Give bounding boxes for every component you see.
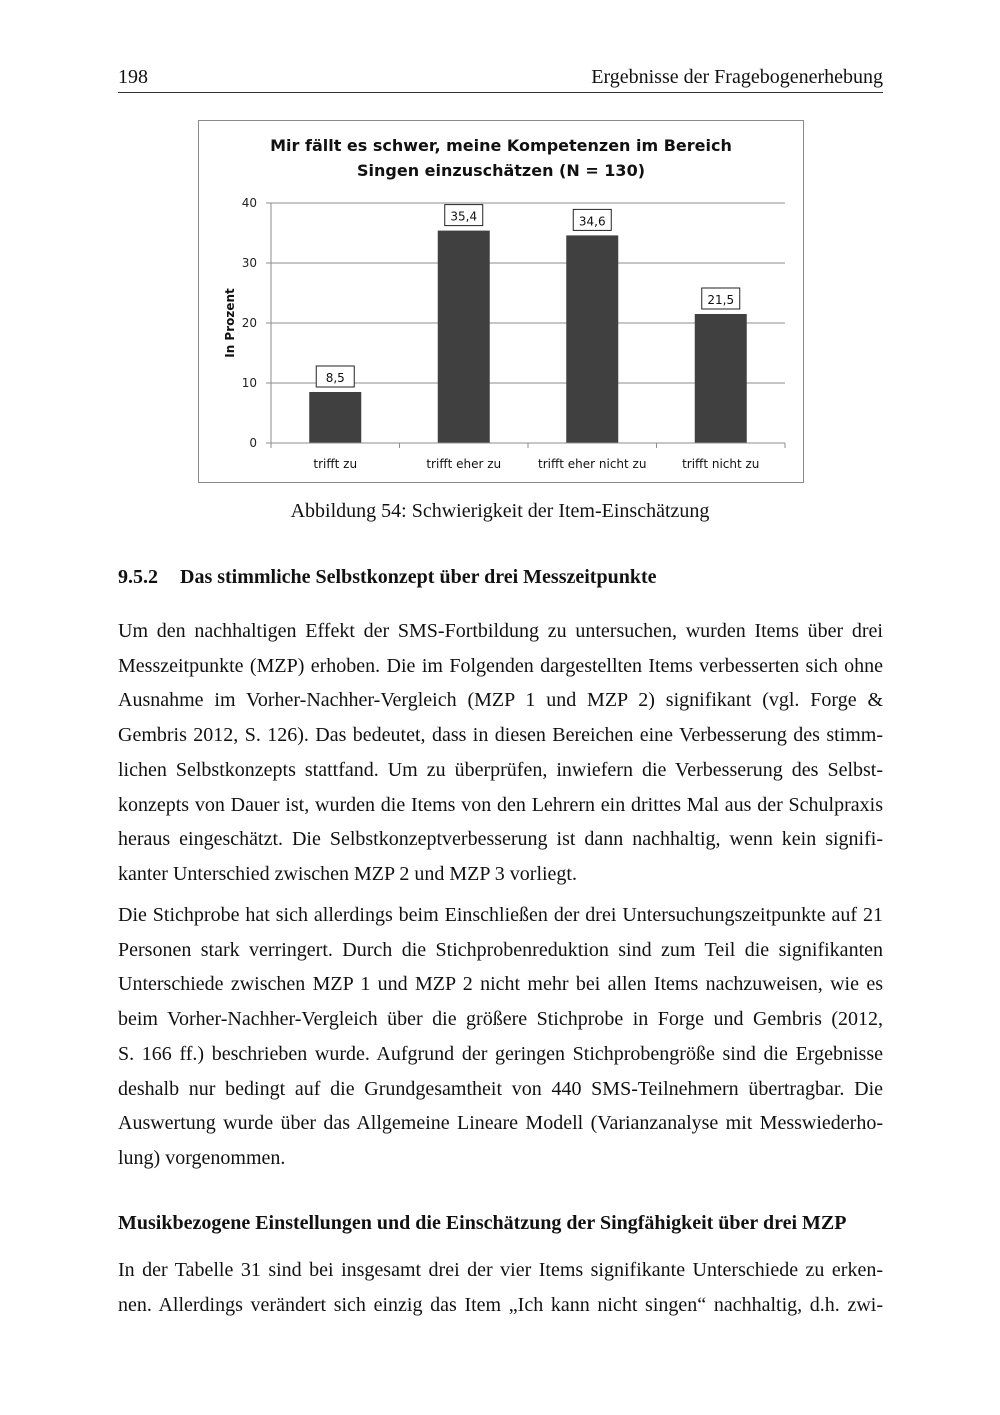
chart-title-line-2: Singen einzuschätzen (N = 130) <box>356 161 646 180</box>
bar <box>309 392 361 443</box>
y-tick-label: 10 <box>241 376 257 390</box>
data-label: 8,5 <box>325 371 345 385</box>
bar-chart <box>198 120 804 483</box>
chart-title-line-1: Mir fällt es schwer, meine Kompetenzen im Bereich <box>270 136 732 155</box>
y-tick-label: 20 <box>241 316 257 330</box>
subheading: Musikbezogene Einstellungen und die Einschätzung der Singfähigkeit über drei MZP <box>118 1212 847 1234</box>
text-line: nen. Allerdings verändert sich einzig das Item „Ich kann nicht singen“ nachhaltig, d.h. zwi- <box>118 1293 883 1316</box>
running-title: Ergebnisse der Fragebogenerhebung <box>591 66 883 88</box>
page-header <box>118 64 883 93</box>
y-tick-label: 0 <box>249 436 257 450</box>
bar <box>695 314 747 443</box>
data-label: 21,5 <box>707 293 735 307</box>
text-line: Die Stichprobe hat sich allerdings beim Einschließen der drei Untersuchungszeitpunkte auf 21 <box>118 904 883 926</box>
text-line: kanter Unterschied zwischen MZP 2 und MZP 3 vorliegt. <box>118 862 577 885</box>
section-heading <box>118 566 656 589</box>
text-line: konzepts von Dauer ist, wurden die Items von den Lehrern ein drittes Mal aus der Schulpraxis <box>118 793 883 816</box>
data-label: 35,4 <box>450 209 478 224</box>
data-label: 34,6 <box>578 214 606 229</box>
text-line: S. 166 ff.) beschrieben wurde. Aufgrund der geringen Stichprobengröße sind die Ergebnisse <box>118 1042 883 1065</box>
text-line: heraus eingeschätzt. Die Selbstkonzeptverbesserung ist dann nachhaltig, wenn kein signifi- <box>118 828 883 851</box>
text-line: Personen stark verringert. Durch die Stichprobenreduktion sind zum Teil die signifikanten <box>118 938 883 961</box>
chart-svg <box>199 121 803 482</box>
text-line: lung) vorgenommen. <box>118 1146 286 1169</box>
text-line: Unterschiede zwischen MZP 1 und MZP 2 nicht mehr bei allen Items nachzuweisen, wie es <box>118 973 883 996</box>
paragraph-2 <box>118 898 883 1176</box>
text-line: Gembris 2012, S. 126). Das bedeutet, dass in diesen Bereichen eine Verbesserung des stimm- <box>118 724 883 747</box>
y-tick-label: 30 <box>241 256 257 270</box>
text-line: lichen Selbstkonzepts stattfand. Um zu überprüfen, inwiefern die Verbesserung des Selbst- <box>118 758 883 781</box>
text-line: Auswertung wurde über das Allgemeine Lineare Modell (Varianzanalyse mit Messwiederho- <box>118 1112 883 1135</box>
paragraph-1 <box>118 614 883 892</box>
x-tick-label: trifft zu <box>313 457 358 471</box>
x-tick-label: trifft eher zu <box>426 457 502 471</box>
x-tick-label: trifft nicht zu <box>682 457 760 471</box>
page-number: 198 <box>118 66 148 88</box>
x-tick-label: trifft eher nicht zu <box>538 457 647 471</box>
data-labels <box>316 205 740 387</box>
bar <box>566 235 618 443</box>
y-tick-label: 40 <box>241 196 257 210</box>
text-line: Um den nachhaltigen Effekt der SMS-Fortbildung zu untersuchen, wurden Items über drei <box>118 620 883 642</box>
section-title: Das stimmliche Selbstkonzept über drei Messzeitpunkte <box>180 566 657 588</box>
y-tick-labels <box>242 196 257 450</box>
figure-caption: Abbildung 54: Schwierigkeit der Item-Einschätzung <box>290 500 710 522</box>
text-line: In der Tabelle 31 sind bei insgesamt drei der vier Items signifikante Unterschiede zu erken- <box>118 1259 883 1281</box>
bar <box>438 231 490 443</box>
bars <box>309 231 747 443</box>
paragraph-3 <box>118 1253 883 1322</box>
y-axis-label: In Prozent <box>223 288 237 358</box>
section-number: 9.5.2 <box>118 566 158 588</box>
text-line: Ausnahme im Vorher-Nachher-Vergleich (MZP 1 und MZP 2) signifikant (vgl. Forge & <box>118 689 883 712</box>
x-tick-labels <box>313 457 759 471</box>
text-line: Messzeitpunkte (MZP) erhoben. Die im Folgenden dargestellten Items verbesserten sich ohne <box>118 654 883 677</box>
text-line: deshalb nur bedingt auf die Grundgesamtheit von 440 SMS-Teilnehmern übertragbar. Die <box>118 1077 883 1100</box>
text-line: beim Vorher-Nachher-Vergleich über die größere Stichprobe in Forge und Gembris (2012, <box>118 1008 883 1031</box>
